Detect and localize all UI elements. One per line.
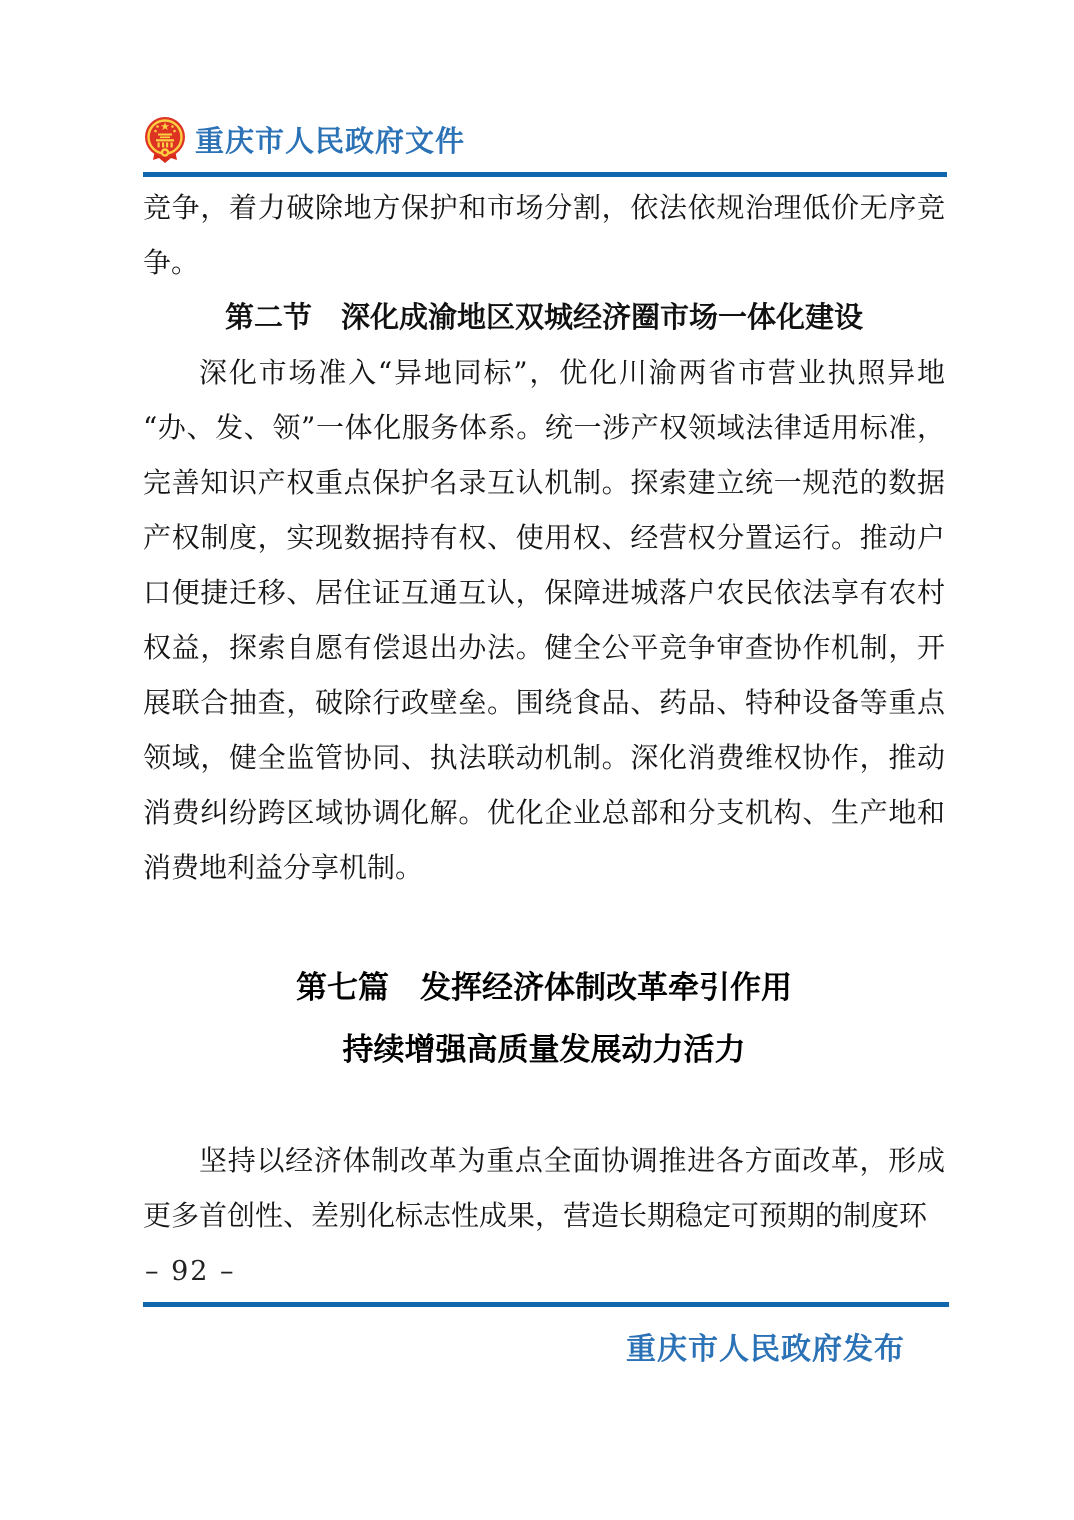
paragraph-chapter-intro: 坚持以经济体制改革为重点全面协调推进各方面改革，形成更多首创性、差别化标志性成果，营造长期稳定可预期的制度环 (143, 1144, 945, 1232)
national-emblem-icon (143, 116, 187, 164)
footer-publisher: 重庆市人民政府发布 (626, 1332, 905, 1367)
chapter-title-line2: 持续增强高质量发展动力活力 (342, 1032, 746, 1068)
document-header (143, 114, 947, 164)
page-number: – 92 – (145, 1256, 236, 1287)
chapter-title-line1: 第七篇 发挥经济体制改革牵引作用 (296, 970, 792, 1006)
chapter-title (143, 957, 945, 1081)
paragraph-section-body: 深化市场准入“异地同标”，优化川渝两省市营业执照异地“办、发、领”一体化服务体系。统一涉产权领域法律适用标准，完善知识产权重点保护名录互认机制。探索建立统一规范的数据产权制度，实现数据持有权、使用权、经营权分置运行。推动户口便捷迁移、居住证互通互认，保障进城落户农民依法享有农村权益，探索自愿有偿退出办法。健全公平竞争审查协作机制，开展联合抽查，破除行政壁垒。围绕食品、药品、特种设备等重点领域，健全监管协同、执法联动机制。深化消费维权协作，推动消费纠纷跨区域协调化解。优化企业总部和分支机构、生产地和消费地利益分享机制。 (143, 356, 945, 884)
section-heading: 第二节 深化成渝地区双城经济圈市场一体化建设 (224, 300, 863, 334)
document-body (143, 180, 945, 1243)
paragraph-continuation: 竞争，着力破除地方保护和市场分割，依法依规治理低价无序竞争。 (143, 191, 945, 279)
document-header-title: 重庆市人民政府文件 (195, 123, 466, 158)
footer-divider-line (143, 1302, 949, 1307)
header-divider-line (143, 172, 947, 177)
